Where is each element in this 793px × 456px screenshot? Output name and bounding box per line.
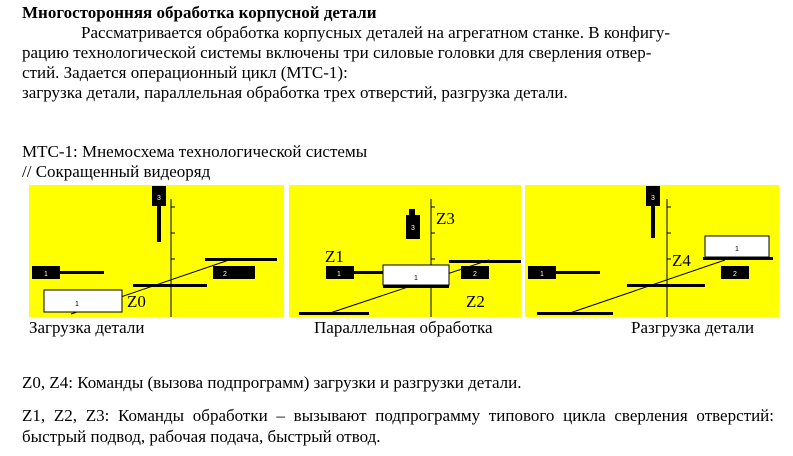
- intro-line-2: рацию технологической системы включены три силовые головки для сверления отвер-: [22, 43, 652, 62]
- head-3-label: 3: [157, 195, 161, 202]
- unloading-scheme: [525, 185, 779, 317]
- head-3-label: 3: [651, 195, 655, 202]
- intro-paragraph: [22, 23, 772, 103]
- command-z0: Z0: [127, 292, 146, 311]
- command-z3: Z3: [436, 209, 455, 228]
- head-2-label: 2: [223, 271, 227, 278]
- lower-rail: [627, 284, 705, 287]
- head-3-spindle: [651, 206, 655, 238]
- loading-scheme: [29, 185, 284, 317]
- command-z1: Z1: [325, 247, 344, 266]
- head-1-spindle: [60, 271, 104, 274]
- upper-rail: [205, 258, 277, 261]
- diagram-subheading: // Сокращенный видеоряд: [22, 162, 211, 181]
- loading-rail: [537, 312, 613, 315]
- head-3-label: 3: [411, 225, 415, 232]
- head-2-block: [213, 266, 255, 279]
- intro-line-4: загрузка детали, параллельная обработка трех отверстий, разгрузка детали.: [22, 83, 568, 102]
- head-2-label: 2: [473, 271, 477, 278]
- head-1-label: 1: [44, 271, 48, 278]
- workpiece-label: 1: [414, 275, 418, 282]
- upper-rail: [449, 260, 521, 263]
- upper-rail: [703, 257, 773, 260]
- diagram-heading: МТС-1: Мнемосхема технологической системы: [22, 142, 368, 161]
- workpiece-label: 1: [735, 246, 739, 253]
- workpiece: [44, 290, 122, 312]
- page-title: Многосторонняя обработка корпусной детали: [22, 3, 377, 22]
- workpiece-label: 1: [75, 301, 79, 308]
- head-1-label: 1: [337, 271, 341, 278]
- head-1-label: 1: [540, 271, 544, 278]
- processing-scheme: [289, 185, 521, 317]
- head-2-label: 2: [733, 271, 737, 278]
- intro-line-1: Рассматривается обработка корпусных деталей на агрегатном станке. В конфигу-: [81, 23, 671, 42]
- caption-processing: Параллельная обработка: [314, 318, 493, 337]
- caption-unloading: Разгрузка детали: [631, 318, 755, 337]
- command-z4: Z4: [672, 251, 691, 270]
- panel-processing: [289, 185, 521, 317]
- loading-rail: [299, 312, 369, 315]
- head-1-spindle: [354, 271, 384, 274]
- lower-rail: [383, 285, 449, 288]
- caption-loading: Загрузка детали: [29, 318, 145, 337]
- panel-loading: [29, 185, 284, 317]
- head-3-spindle: [157, 206, 161, 242]
- intro-line-3: стий. Задается операционный цикл (МТС-1):: [22, 63, 348, 82]
- panel-unloading: [525, 185, 779, 317]
- note-z0-z4: Z0, Z4: Команды (вызова подпрограмм) загрузки и разгрузки детали.: [22, 373, 522, 392]
- command-z2: Z2: [466, 292, 485, 311]
- note-z1-z2-z3: Z1, Z2, Z3: Команды обработки – вызывают подпрограмму типового цикла сверления отверстий: быстрый подвод, рабочая подача, быстрый отвод.: [22, 406, 774, 446]
- lower-rail: [133, 284, 207, 287]
- head-1-spindle: [556, 271, 600, 274]
